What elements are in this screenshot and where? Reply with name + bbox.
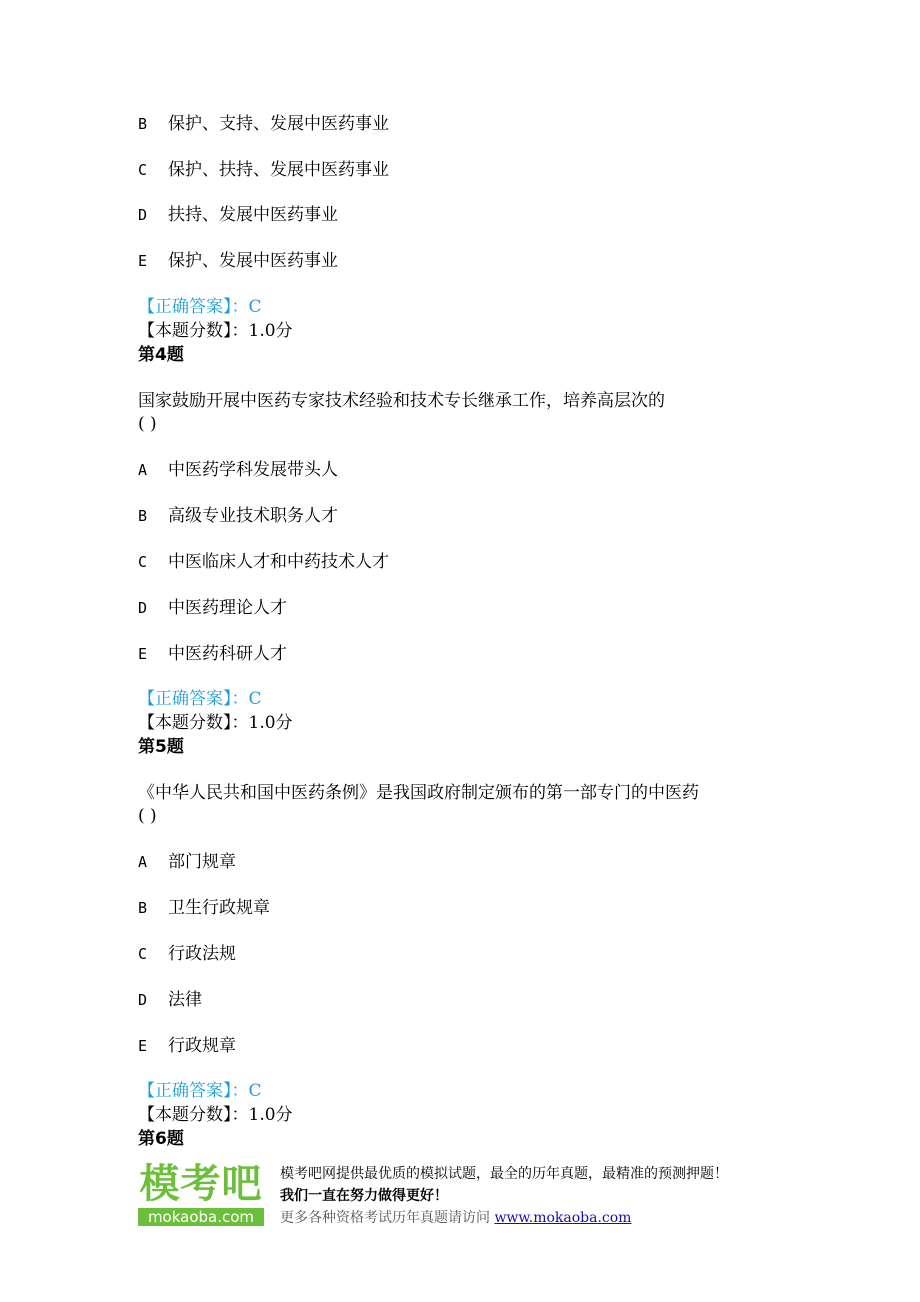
q5-text: 《中华人民共和国中医药条例》是我国政府制定颁布的第一部专门的中医药 [138,783,699,803]
q4-text: 国家鼓励开展中医药专家技术经验和技术专长继承工作，培养高层次的 [138,391,665,411]
q5-option-e: E 行政规章 [138,1036,236,1056]
logo-domain: mokaoba.com [138,1208,264,1226]
q3-option-e: E 保护、发展中医药事业 [138,251,338,271]
logo-text: 模考吧 [139,1161,263,1207]
q3-answer: 【正确答案】：C [138,297,262,317]
q4-option-e: E 中医药科研人才 [138,644,287,664]
q4-answer: 【正确答案】：C [138,689,262,709]
q4-option-a: A 中医药学科发展带头人 [138,460,338,480]
q5-option-c: C 行政法规 [138,944,236,964]
q4-option-d: D 中医药理论人才 [138,598,287,618]
footer-link[interactable]: www.mokaoba.com [494,1210,632,1226]
footer-visit-text: 更多各种资格考试历年真题请访问 [280,1210,490,1226]
q5-answer: 【正确答案】：C [138,1081,262,1101]
q5-option-d: D 法律 [138,990,202,1010]
footer-visit [280,1208,631,1228]
footer-slogan: 模考吧网提供最优质的模拟试题，最全的历年真题，最精准的预测押题！ [280,1166,728,1182]
footer-motto: 我们一直在努力做得更好！ [280,1188,448,1204]
mokaoba-logo [138,1160,264,1226]
q5-blank: ( ) [138,806,157,826]
q5-option-b: B 卫生行政规章 [138,898,270,918]
q4-option-b: B 高级专业技术职务人才 [138,506,338,526]
q3-option-c: C 保护、扶持、发展中医药事业 [138,160,389,180]
q6-title: 第6题 [138,1129,184,1149]
q3-score: 【本题分数】：1.0分 [138,321,293,341]
q4-title: 第4题 [138,345,184,365]
q5-title: 第5题 [138,737,184,757]
q3-option-d: D 扶持、发展中医药事业 [138,205,338,225]
q5-score: 【本题分数】：1.0分 [138,1105,293,1125]
q4-score: 【本题分数】：1.0分 [138,713,293,733]
q3-option-b: B 保护、支持、发展中医药事业 [138,114,389,134]
q4-option-c: C 中医临床人才和中药技术人才 [138,552,389,572]
q4-blank: ( ) [138,414,157,434]
q5-option-a: A 部门规章 [138,852,236,872]
